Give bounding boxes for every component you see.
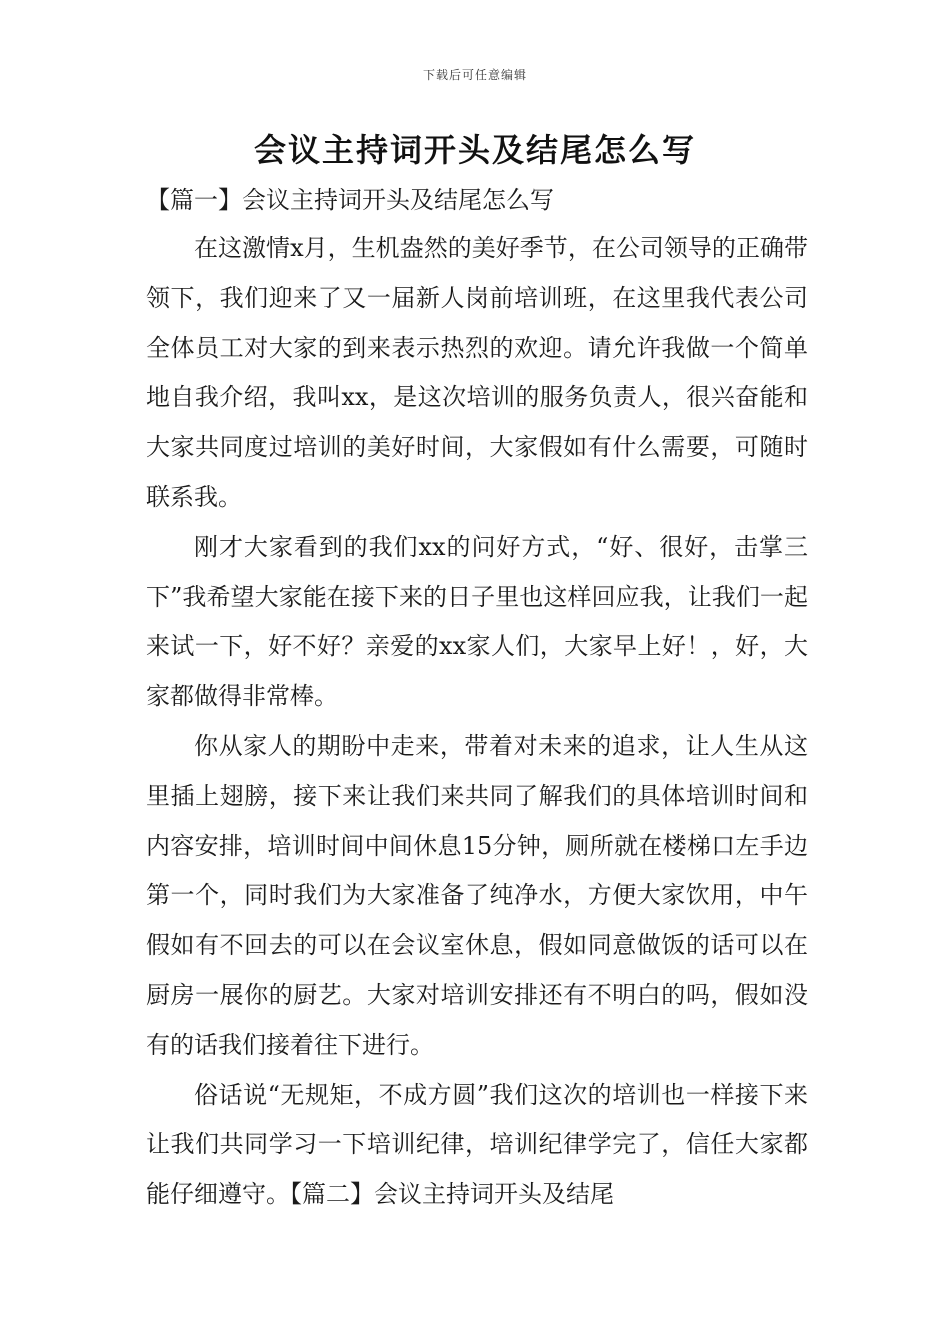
paragraph-2: 刚才大家看到的我们xx的问好方式，“好、很好，击掌三下”我希望大家能在接下来的日子里也这样回应我，让我们一起来试一下，好不好？亲爱的xx家人们，大家早上好！，好，大家都做得非常棒。 — [146, 532, 808, 711]
header-note: 下载后可任意编辑 — [422, 68, 527, 82]
paragraph-3: 你从家人的期盼中走来，带着对未来的追求，让人生从这里插上翅膀，接下来让我们来共同了解我们的具体培训时间和内容安排，培训时间中间休息15分钟，厕所就在楼梯口左手边第一个，同时我们为大家准备了纯净水，方便大家饮用，中午假如有不回去的可以在会议室休息，假如同意做饭的话可以在厨房一展你的厨艺。大家对培训安排还有不明白的吗，假如没有的话我们接着往下进行。 — [146, 731, 808, 1059]
paragraph-4: 俗话说“无规矩，不成方圆”我们这次的培训也一样接下来让我们共同学习一下培训纪律，培训纪律学完了，信任大家都能仔细遵守。【篇二】会议主持词开头及结尾 — [146, 1080, 808, 1209]
document-title: 会议主持词开头及结尾怎么写 — [253, 131, 696, 169]
section-heading: 【篇一】会议主持词开头及结尾怎么写 — [146, 186, 554, 214]
document-body — [146, 176, 808, 1220]
paragraph-1: 在这激情x月，生机盎然的美好季节，在公司领导的正确带领下，我们迎来了又一届新人岗前培训班，在这里我代表公司全体员工对大家的到来表示热烈的欢迎。请允许我做一个简单地自我介绍，我叫xx，是这次培训的服务负责人，很兴奋能和大家共同度过培训的美好时间，大家假如有什么需要，可随时联系我。 — [146, 234, 808, 511]
